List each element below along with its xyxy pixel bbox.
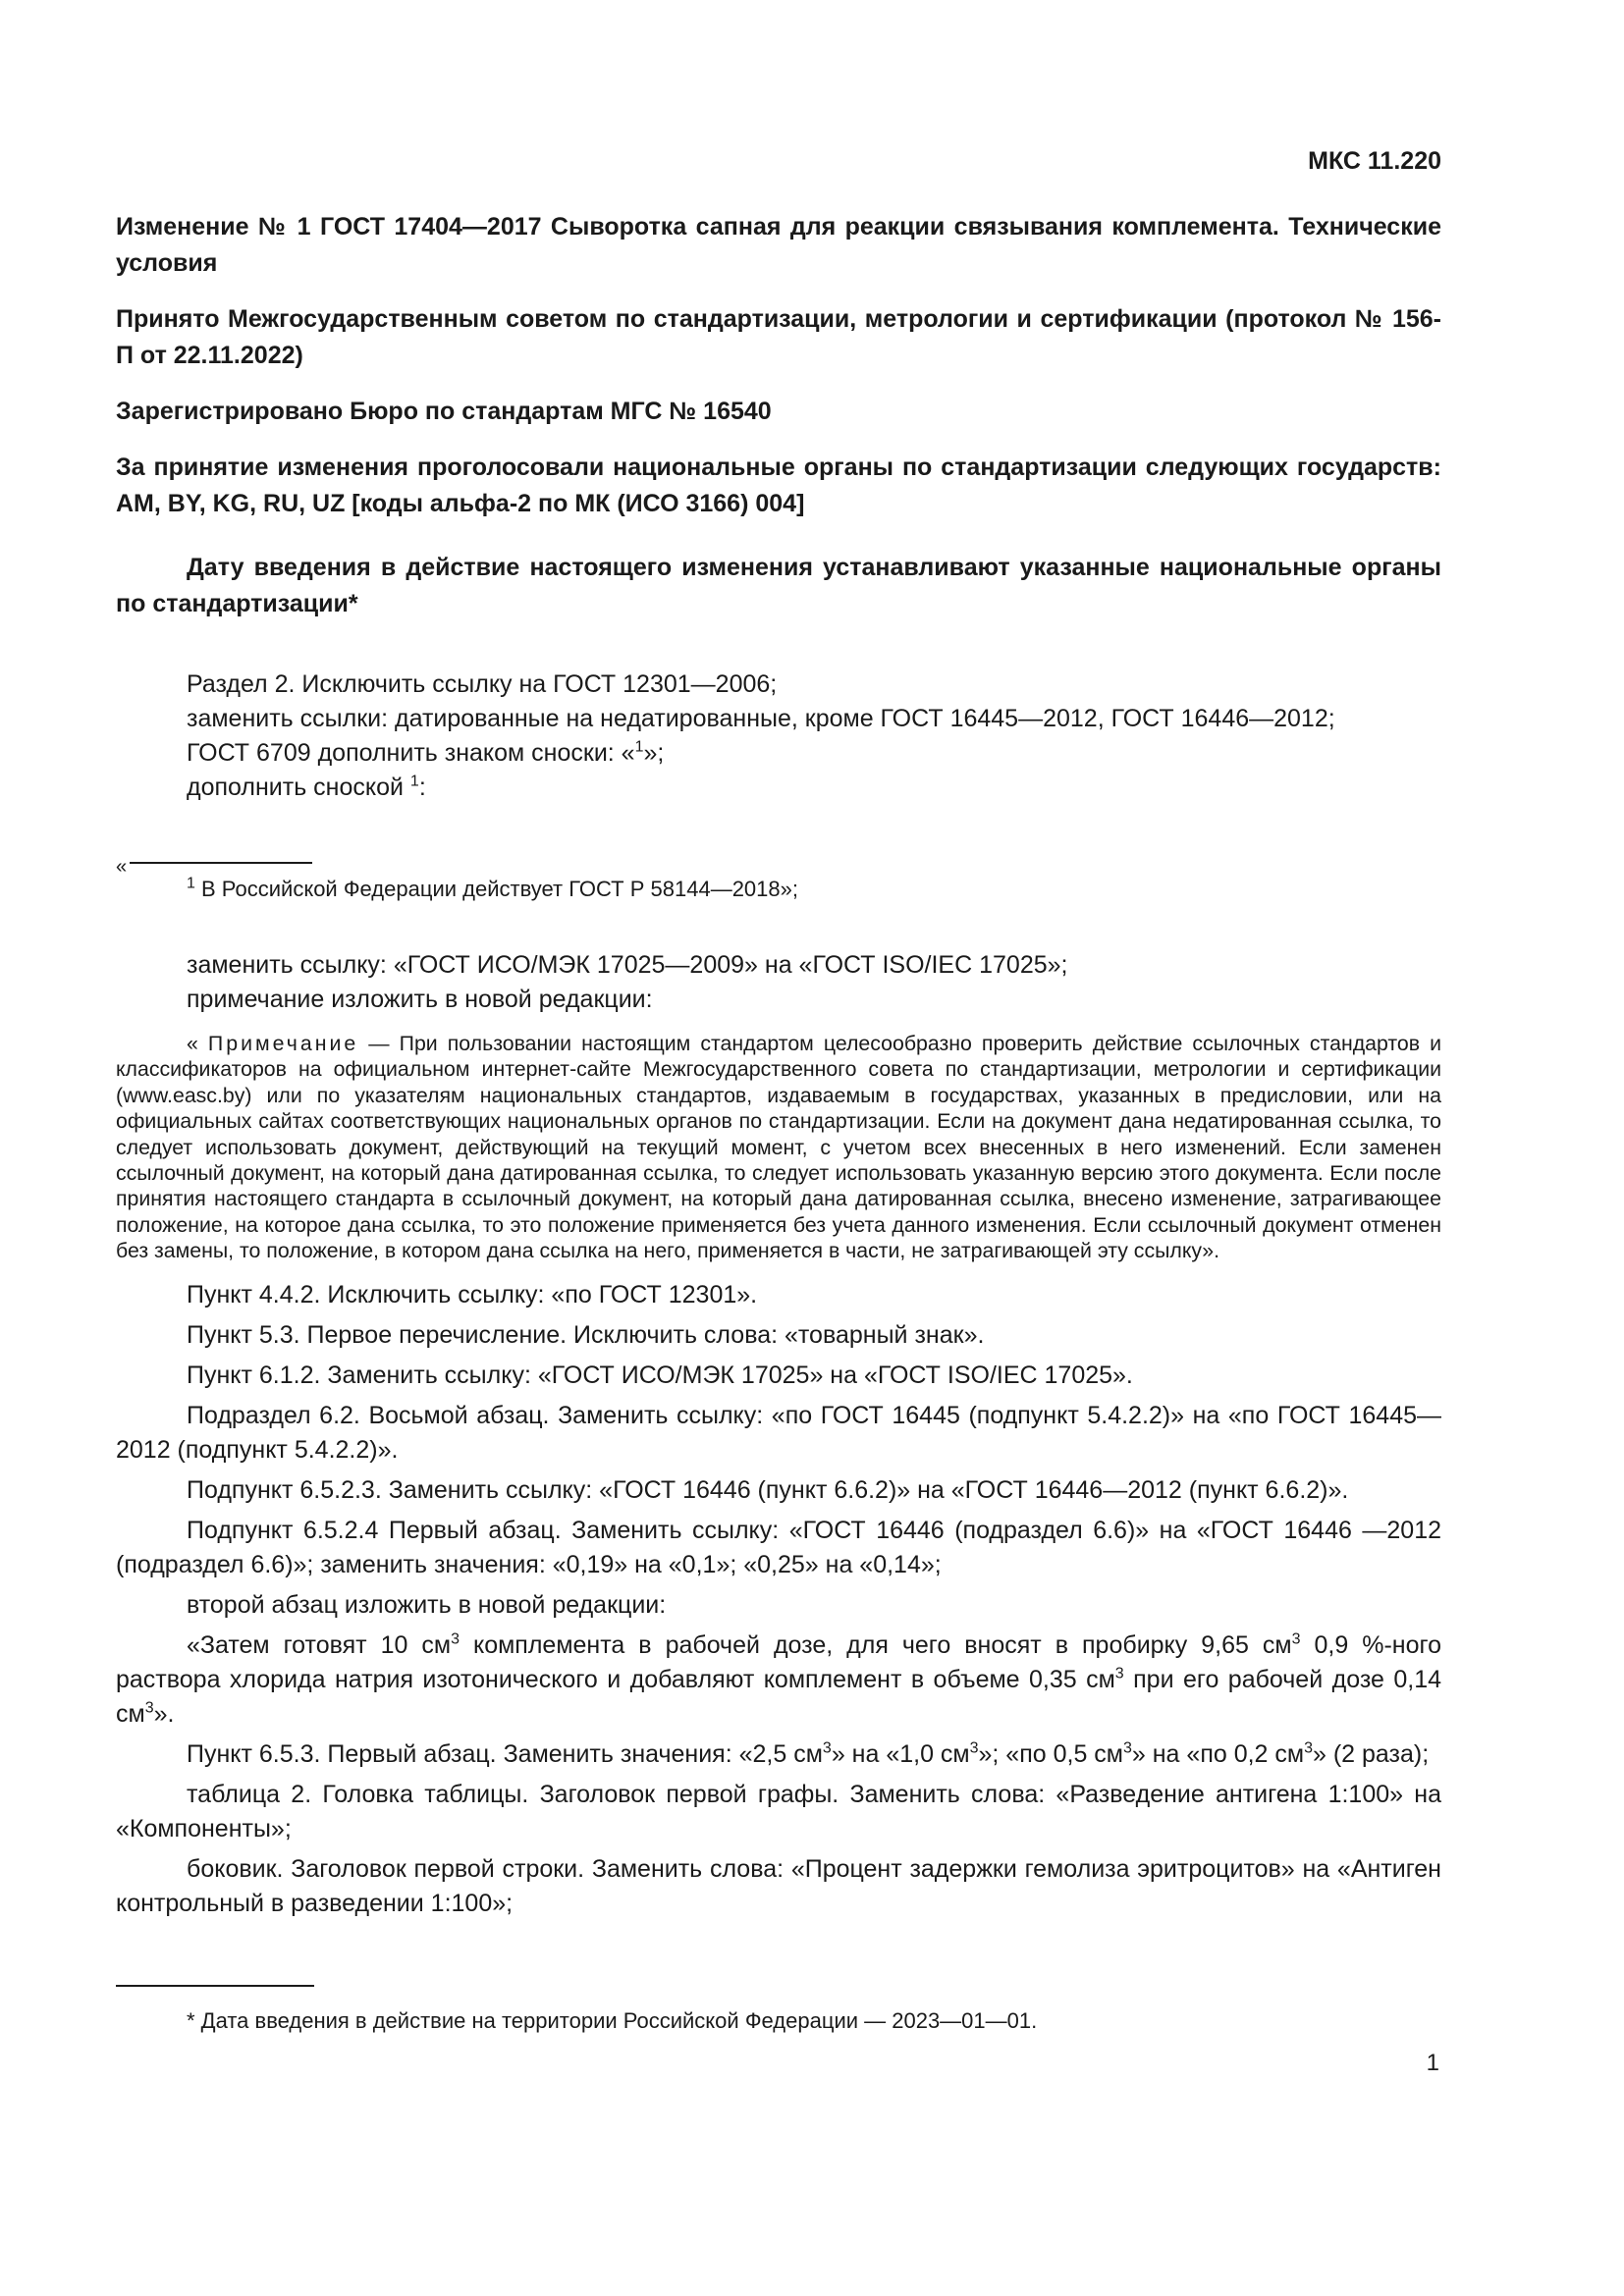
voted-statement: За принятие изменения проголосовали национальные органы по стандартизации следующих государств: AM, BY, KG, RU, UZ [коды альфа-2 по МК (ИСО 3166) 004] [116, 454, 1441, 517]
footnote-mark: 1 [634, 738, 644, 756]
text-span: комплемента в рабочей дозе, для чего вносят в пробирку 9,65 см [460, 1630, 1292, 1659]
item-6-5-2-3: Подпункт 6.5.2.3. Заменить ссылку: «ГОСТ 16446 (пункт 6.6.2)» на «ГОСТ 16446—2012 (пункт 6.6.2)». [187, 1475, 1349, 1504]
text-span: » (2 раза); [1313, 1739, 1430, 1768]
text-span: « [187, 1032, 208, 1055]
page-number: 1 [1426, 2050, 1439, 2076]
amendment-title: Изменение № 1 ГОСТ 17404—2017 Сыворотка сапная для реакции связывания комплемента. Технические условия [116, 213, 1441, 277]
table-2-line: таблица 2. Головка таблицы. Заголовок первой графы. Заменить слова: «Разведение антигена 1:100» на «Компоненты»; [116, 1780, 1441, 1842]
item-6-1-2: Пункт 6.1.2. Заменить ссылку: «ГОСТ ИСО/МЭК 17025» на «ГОСТ ISO/IEC 17025». [187, 1361, 1133, 1389]
section-2-line: Раздел 2. Исключить ссылку на ГОСТ 12301—2006; [187, 670, 778, 698]
adopted-statement: Принято Межгосударственным советом по стандартизации, метрологии и сертификации (протокол № 156-П от 22.11.2022) [116, 305, 1441, 369]
mks-code: МКС 11.220 [1308, 147, 1441, 175]
superscript: 3 [1291, 1630, 1301, 1648]
second-paragraph-line: второй абзац изложить в новой редакции: [187, 1590, 667, 1619]
text-span: В Российской Федерации действует ГОСТ Р 58144—2018»; [194, 877, 798, 901]
text-span: дополнить сноской [187, 774, 410, 801]
note-label: Примечание [207, 1032, 359, 1055]
item-6-5-2-4: Подпункт 6.5.2.4 Первый абзац. Заменить ссылку: «ГОСТ 16446 (подраздел 6.6)» на «ГОСТ 16446 —2012 (подраздел 6.6)»; заменить значения: «0,19» на «0,1»; «0,25» на «0,14»; [116, 1516, 1441, 1578]
item-5-3: Пункт 5.3. Первое перечисление. Исключить слова: «товарный знак». [187, 1320, 985, 1349]
text-span: » на «1,0 см [831, 1739, 970, 1768]
section-2-line [116, 736, 1441, 771]
superscript: 3 [822, 1739, 832, 1757]
item-6-2: Подраздел 6.2. Восьмой абзац. Заменить ссылку: «по ГОСТ 16445 (подпункт 5.4.2.2)» на «по ГОСТ 16445—2012 (подпункт 5.4.2.2)». [116, 1401, 1441, 1464]
inner-footnote-rule [116, 852, 1441, 878]
text-span: 0,9 %-ного раствора хлорида натрия изотонического и добавляют комплемент в объеме 0,35 см [116, 1630, 1441, 1693]
item-6-5-3 [116, 1737, 1441, 1772]
text-span: ГОСТ 6709 дополнить знаком сноски: « [187, 739, 635, 767]
side-heading-line: боковик. Заголовок первой строки. Заменить слова: «Процент задержки гемолиза эритроцитов» на «Антиген контрольный в разведении 1:100»; [116, 1854, 1441, 1917]
footnote-divider [130, 862, 312, 864]
text-span: »; [643, 739, 665, 767]
section-2-line [116, 771, 1441, 805]
text-span: ». [153, 1699, 175, 1728]
effective-date-statement: Дату введения в действие настоящего изменения устанавливают указанные национальные органы по стандартизации* [116, 554, 1441, 617]
inner-footnote-text [116, 874, 1441, 905]
open-quote: « [116, 856, 128, 878]
superscript: 3 [144, 1699, 154, 1717]
text-span: » на «по 0,2 см [1131, 1739, 1305, 1768]
text-span: при его рабочей дозе 0,14 см [116, 1665, 1442, 1728]
registered-statement: Зарегистрировано Бюро по стандартам МГС № 16540 [116, 398, 772, 425]
superscript: 3 [1304, 1739, 1313, 1757]
text-span: Пункт 6.5.3. Первый абзац. Заменить значения: «2,5 см [187, 1739, 823, 1768]
footnote-mark: 1 [187, 875, 195, 892]
superscript: 3 [1114, 1665, 1124, 1682]
note-paragraph [116, 1031, 1441, 1264]
superscript: 3 [969, 1739, 979, 1757]
footnote-mark: 1 [409, 773, 419, 790]
text-span: : [418, 774, 426, 801]
replace-ref-line: заменить ссылку: «ГОСТ ИСО/МЭК 17025—2009» на «ГОСТ ISO/IEC 17025»; [187, 951, 1068, 979]
section-2-line: заменить ссылки: датированные на недатированные, кроме ГОСТ 16445—2012, ГОСТ 16446—2012; [187, 705, 1335, 732]
text-span: «Затем готовят 10 см [187, 1630, 452, 1659]
note-intro-line: примечание изложить в новой редакции: [187, 986, 653, 1013]
then-prepare-paragraph [116, 1629, 1441, 1732]
document-page [116, 147, 1441, 1927]
page-footnote: * Дата введения в действие на территории Российской Федерации — 2023—01—01. [187, 2008, 1038, 2033]
superscript: 3 [1123, 1739, 1132, 1757]
text-span: — При пользовании настоящим стандартом целесообразно проверить действие ссылочных стандартов и классификаторов на официальном интернет-сайте Межгосударственного совета по стандартизации, метрологии и сертификации (www.easc.by) или по указателям национальных стандартов, издаваемым в государствах, указанных в предисловии, или на официальных сайтах соответствующих национальных органов по стандартизации. Если на документ дана недатированная ссылка, то следует использовать документ, действующий на текущий момент, с учетом всех внесенных в него изменений. Если заменен ссылочный документ, на который дана датированная ссылка, то следует использовать указанную версию этого документа. Если после принятия настоящего стандарта в ссылочный документ, на который дана датированная ссылка, внесено изменение, затрагивающее положение, на которое дана ссылка, то это положение применяется без учета данного изменения. Если ссылочный документ отменен без замены, то положение, в котором дана ссылка на него, применяется в части, не затрагивающей эту ссылку». [116, 1032, 1441, 1263]
text-span: »; «по 0,5 см [978, 1739, 1123, 1768]
superscript: 3 [451, 1630, 460, 1648]
section-2-changes [116, 667, 1441, 805]
footnote-divider [116, 1985, 314, 1987]
item-4-4-2: Пункт 4.4.2. Исключить ссылку: «по ГОСТ 12301». [187, 1280, 758, 1308]
